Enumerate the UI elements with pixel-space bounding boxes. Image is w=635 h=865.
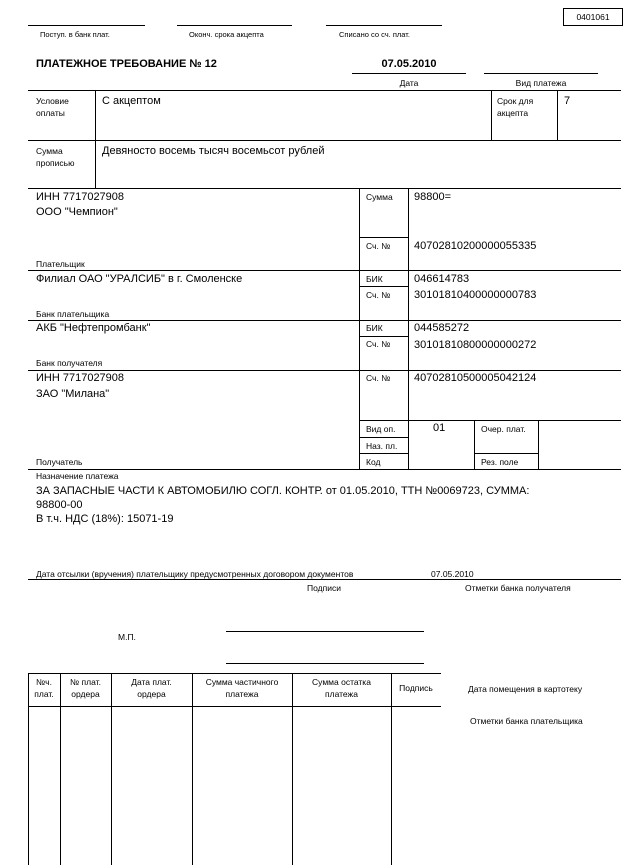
dispatch-date: 07.05.2010 — [431, 569, 474, 579]
payee-bank-account-value: 30101810800000000272 — [414, 339, 537, 351]
table-col-line — [391, 673, 392, 865]
condition-label-line2: оплаты — [36, 108, 65, 118]
signature-line — [226, 631, 424, 632]
payee-bik-label: БИК — [366, 323, 383, 333]
header-part: Сумма остатка — [312, 677, 371, 687]
column-line — [359, 188, 360, 469]
row-line — [28, 270, 621, 271]
table-col-line — [192, 673, 193, 865]
payee-account-value: 40702810500005042124 — [414, 372, 537, 384]
table-col-line — [111, 673, 112, 865]
payer-bank-marks: Отметки банка плательщика — [470, 716, 583, 726]
sum-label: Сумма — [366, 192, 393, 202]
table-col-line — [28, 673, 29, 865]
payer-bank-account-label: Сч. № — [366, 290, 391, 300]
term-label-line2: акцепта — [497, 108, 529, 118]
cell-line — [359, 437, 408, 438]
op-type-value: 01 — [433, 422, 446, 434]
payee-account-label: Сч. № — [366, 373, 391, 383]
amount-words-label — [36, 145, 74, 169]
payment-type-label: Вид платежа — [515, 78, 567, 88]
card-date-label: Дата помещения в картотеку — [468, 684, 583, 694]
header-part: ордера — [71, 689, 100, 699]
payee-bik-value: 044585272 — [414, 322, 470, 334]
table-col-line — [292, 673, 293, 865]
cell-line — [474, 453, 538, 454]
debited-line — [326, 25, 442, 26]
signatures-label: Подписи — [307, 583, 341, 593]
payee-bank-label: Банк получателя — [36, 358, 103, 368]
form-code: 0401061 — [563, 8, 623, 26]
acceptance-term-label — [497, 95, 533, 119]
code-label: Код — [366, 457, 381, 467]
res-field-label: Рез. поле — [481, 457, 519, 467]
cell-line — [359, 336, 408, 337]
purpose-line2: 98800-00 — [36, 499, 83, 511]
purpose-label: Назначение платежа — [36, 471, 119, 481]
payee-bank-marks: Отметки банка получателя — [465, 583, 571, 593]
purpose-line3: В т.ч. НДС (18%): 15071-19 — [36, 513, 174, 525]
term-label-line1: Срок для — [497, 96, 534, 106]
acceptance-term-value: 7 — [564, 95, 571, 107]
table-header-line — [28, 706, 441, 707]
header-part: Сумма частичного — [205, 677, 279, 687]
column-line — [538, 420, 539, 469]
table-header-cell — [192, 676, 292, 700]
stamp-place: М.П. — [118, 632, 136, 642]
row-line — [28, 469, 621, 470]
payer-bank-label: Банк плательщика — [36, 309, 110, 319]
amount-words-value: Девяносто восемь тысяч восемьсот рублей — [102, 145, 325, 157]
condition-label — [36, 95, 69, 119]
header-part: Дата плат. — [131, 677, 172, 687]
header-part: №ч. — [36, 677, 52, 687]
payee-label: Получатель — [36, 457, 83, 467]
payer-bik-value: 046614783 — [414, 273, 470, 285]
document-title: ПЛАТЕЖНОЕ ТРЕБОВАНИЕ № 12 — [36, 58, 217, 70]
date-value: 07.05.2010 — [381, 58, 437, 70]
date-label: Дата — [399, 78, 419, 88]
header-part: ордера — [137, 689, 166, 699]
payer-name: ООО "Чемпион" — [36, 206, 118, 218]
column-line — [408, 188, 409, 469]
header-part: № плат. — [70, 677, 101, 687]
table-header-cell — [391, 682, 441, 694]
payer-account-value: 40702810200000055335 — [414, 240, 537, 252]
cell-line — [359, 286, 408, 287]
signature-line — [226, 663, 424, 664]
acceptance-end-line — [177, 25, 292, 26]
column-line — [557, 90, 558, 140]
table-top-line — [28, 673, 441, 674]
received-label: Поступ. в банк плат. — [40, 30, 110, 39]
acceptance-end-label: Оконч. срока акцепта — [189, 30, 264, 39]
payer-account-label: Сч. № — [366, 241, 391, 251]
payer-bik-label: БИК — [366, 274, 383, 284]
date-line — [352, 73, 466, 74]
header-part: платежа — [225, 689, 259, 699]
payee-bank-account-label: Сч. № — [366, 339, 391, 349]
payer-bank-name: Филиал ОАО "УРАЛСИБ" в г. Смоленске — [36, 273, 243, 285]
row-line — [28, 90, 621, 91]
purpose-code-label: Наз. пл. — [366, 441, 398, 451]
column-line — [491, 90, 492, 140]
header-part: платежа — [325, 689, 358, 699]
column-line — [95, 90, 96, 188]
payee-name: ЗАО "Милана" — [36, 388, 110, 400]
payer-inn: ИНН 7717027908 — [36, 191, 125, 203]
header-part: Подпись — [399, 683, 433, 693]
amount-words-label-line1: Сумма — [36, 146, 63, 156]
dispatch-label: Дата отсылки (вручения) плательщику предусмотренных договором документов — [36, 569, 354, 579]
dispatch-line — [28, 579, 621, 580]
op-type-label: Вид оп. — [366, 424, 396, 434]
cell-line — [359, 420, 621, 421]
table-header-cell — [60, 676, 111, 700]
received-line — [28, 25, 145, 26]
cell-line — [359, 453, 408, 454]
payer-bank-account-value: 30101810400000000783 — [414, 289, 537, 301]
purpose-line1: ЗА ЗАПАСНЫЕ ЧАСТИ К АВТОМОБИЛЮ СОГЛ. КОНТР. от 01.05.2010, ТТН №0069723, СУММА: — [36, 485, 530, 497]
debited-label: Списано со сч. плат. — [339, 30, 410, 39]
cell-line — [359, 237, 408, 238]
amount-words-label-line2: прописью — [36, 158, 75, 168]
row-line — [28, 188, 621, 189]
column-line — [474, 420, 475, 469]
payment-type-line — [484, 73, 598, 74]
payer-label: Плательщик — [36, 259, 85, 269]
payee-bank-name: АКБ "Нефтепромбанк" — [36, 322, 151, 334]
table-col-line — [60, 673, 61, 865]
row-line — [28, 370, 621, 371]
row-line — [28, 140, 621, 141]
queue-label: Очер. плат. — [481, 424, 526, 434]
table-header-cell — [28, 676, 60, 700]
condition-value: С акцептом — [102, 95, 161, 107]
sum-value: 98800= — [414, 191, 452, 203]
row-line — [28, 320, 621, 321]
table-header-cell — [111, 676, 192, 700]
condition-label-line1: Условие — [36, 96, 69, 106]
table-header-cell — [292, 676, 391, 700]
payee-inn: ИНН 7717027908 — [36, 372, 125, 384]
header-part: плат. — [34, 689, 54, 699]
